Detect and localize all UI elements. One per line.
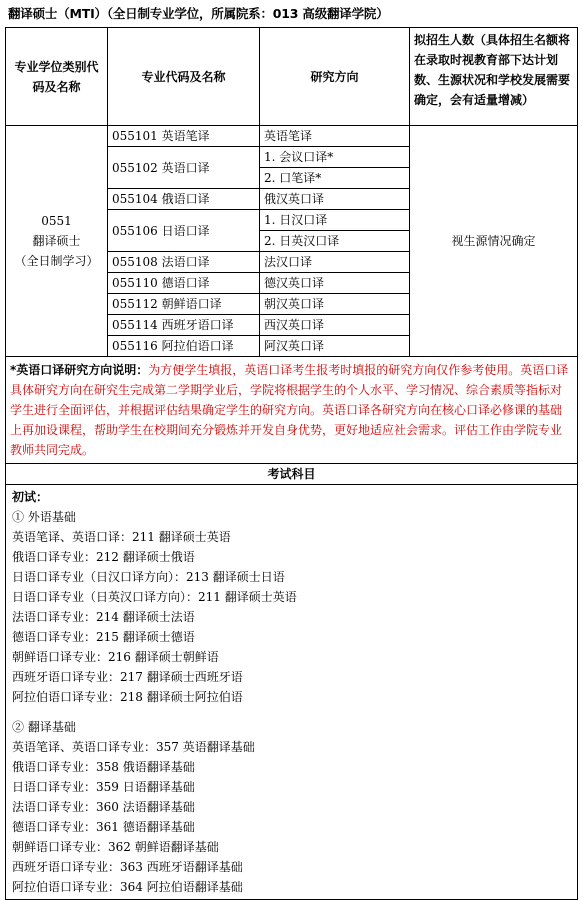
table-row (6, 126, 578, 147)
exam-line: 朝鲜语口译专业：362 朝鲜语翻译基础 (12, 840, 219, 854)
exam-line: 阿拉伯语口译专业：218 翻译硕士阿拉伯语 (12, 690, 243, 704)
exam-line: 法语口译专业：360 法语翻译基础 (12, 800, 195, 814)
program-direction: 1. 日汉口译 (260, 210, 410, 231)
exam-line: 德语口译专业：361 德语翻译基础 (12, 820, 195, 834)
exam-header: 考试科目 (6, 464, 578, 485)
program-direction: 1. 会议口译* (260, 147, 410, 168)
program-code: 055116 阿拉伯语口译 (108, 336, 260, 357)
program-code: 055102 英语口译 (108, 147, 260, 189)
program-direction: 法汉口译 (260, 252, 410, 273)
exam-line: 德语口译专业：215 翻译硕士德语 (12, 630, 195, 644)
degree-cell (6, 126, 108, 357)
exam-line: 英语笔译、英语口译专业：357 英语翻译基础 (12, 740, 255, 754)
exam-line: 日语口译专业（日英汉口译方向）：211 翻译硕士英语 (12, 590, 297, 604)
exam-line: 英语笔译、英语口译：211 翻译硕士英语 (12, 530, 231, 544)
program-direction: 2. 日英汉口译 (260, 231, 410, 252)
degree-name: 翻译硕士 (32, 234, 81, 248)
direction-note (6, 357, 578, 464)
exam-block-title: ② 翻译基础 (12, 720, 76, 734)
program-code: 055114 西班牙语口译 (108, 315, 260, 336)
exam-line: 西班牙语口译专业：217 翻译硕士西班牙语 (12, 670, 243, 684)
program-direction: 德汉英口译 (260, 273, 410, 294)
note-row (6, 357, 578, 464)
exam-line: 俄语口译专业：212 翻译硕士俄语 (12, 550, 195, 564)
exam-line: 日语口译专业（日汉口译方向）：213 翻译硕士日语 (12, 570, 285, 584)
program-direction: 西汉英口译 (260, 315, 410, 336)
program-code: 055112 朝鲜语口译 (108, 294, 260, 315)
program-direction: 俄汉英口译 (260, 189, 410, 210)
spacer (12, 707, 571, 717)
exam-line: 法语口译专业：214 翻译硕士法语 (12, 610, 195, 624)
exam-line: 阿拉伯语口译专业：364 阿拉伯语翻译基础 (12, 880, 243, 894)
program-direction: 2. 口笔译* (260, 168, 410, 189)
header-row (6, 28, 578, 126)
exam-line: 朝鲜语口译专业：216 翻译硕士朝鲜语 (12, 650, 219, 664)
header-direction: 研究方向 (260, 28, 410, 126)
program-code: 055101 英语笔译 (108, 126, 260, 147)
note-label: *英语口译研究方向说明： (10, 363, 149, 377)
program-code: 055104 俄语口译 (108, 189, 260, 210)
exam-line: 日语口译专业：359 日语翻译基础 (12, 780, 195, 794)
exam-line: 西班牙语口译专业：363 西班牙语翻译基础 (12, 860, 243, 874)
header-code: 专业代码及名称 (108, 28, 260, 126)
exam-header-row (6, 464, 578, 485)
degree-code: 0551 (41, 214, 72, 228)
exam-intro: 初试： (12, 490, 49, 504)
exam-cell (6, 485, 578, 900)
page-title: 翻译硕士（MTI）（全日制专业学位，所属院系：013 高级翻译学院） (8, 6, 389, 21)
program-code: 055106 日语口译 (108, 210, 260, 252)
program-code: 055110 德语口译 (108, 273, 260, 294)
degree-type: （全日制学习） (14, 254, 99, 268)
program-direction: 阿汉英口译 (260, 336, 410, 357)
exam-line: 俄语口译专业：358 俄语翻译基础 (12, 760, 195, 774)
program-direction: 朝汉英口译 (260, 294, 410, 315)
header-category: 专业学位类别代码及名称 (6, 28, 108, 126)
program-code: 055108 法语口译 (108, 252, 260, 273)
program-table (5, 27, 578, 900)
header-enroll: 拟招生人数（具体招生名额将在录取时视教育部下达计划数、生源状况和学校发展需要确定，会有适量增减） (410, 28, 578, 126)
exam-block-title: ① 外语基础 (12, 510, 76, 524)
note-text: 为方便学生填报，英语口译考生报考时填报的研究方向仅作参考使用。英语口译具体研究方向在研究生完成第二学期学业后，学院将根据学生的个人水平、学习情况、综合素质等指标对学生进行全面评估，并根据评估结果确定学生的研究方向。英语口译各研究方向在核心口译必修课的基础上再加设课程，帮助学生在校期间充分锻炼并开发自身优势，更好地适应社会需求。评估工作由学院专业教师共同完成。 (10, 363, 569, 457)
enroll-cell: 视生源情况确定 (410, 126, 578, 357)
exam-row (6, 485, 578, 900)
program-direction: 英语笔译 (260, 126, 410, 147)
